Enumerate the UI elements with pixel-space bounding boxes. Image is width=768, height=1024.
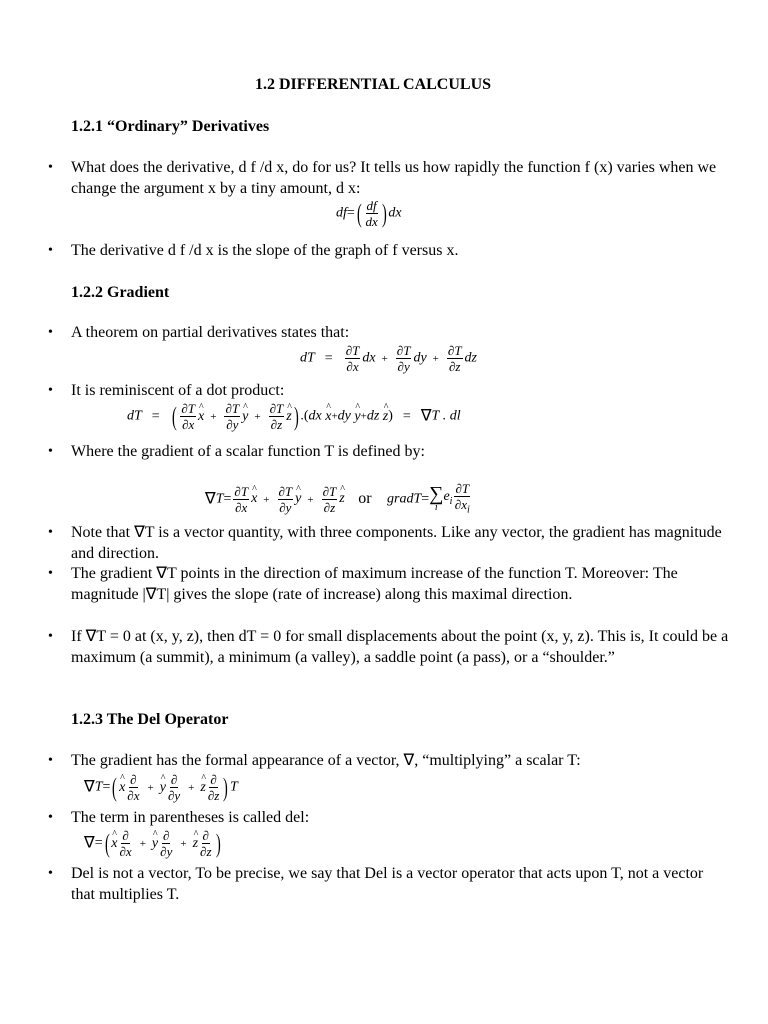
bullet-marker: • — [48, 810, 53, 825]
paragraph-gradient-definition: Where the gradient of a scalar function T is defined by: — [71, 443, 425, 460]
bullet-marker: • — [48, 525, 53, 540]
equation-gradient-definition: ∇T= $\frac{\partial T}{\partial x}$ x ^ + $\frac{\partial T}{\partial y}$ y ^ + $\frac{\partial T}{\partial z}$ z ^ or gradT= ∑ i $e_i$ $\frac{\partial T}{\partial x_i}$ — [205, 481, 472, 518]
section-heading-ordinary-derivatives: 1.2.1 “Ordinary” Derivatives — [71, 118, 270, 135]
equation-dT-partials: dT = $\frac{\partial T}{\partial x}$ dx + $\frac{\partial T}{\partial y}$ dy + $\frac{\partial T}{\partial z}$ dz — [300, 343, 477, 374]
paragraph-stationary-point: If ∇T = 0 at (x, y, z), then dT = 0 for small displacements about the point (x, y, z). This is, It could be a maximum (a summit), a minimum (a valley), a saddle point (a pass), or a “shoulder.” — [71, 628, 729, 666]
bullet-marker: • — [48, 383, 53, 398]
equation-dot-product: dT = ( $\frac{\partial T}{\partial x}$ x ^ + $\frac{\partial T}{\partial y}$ y ^ + $\frac{\partial T}{\partial z}$ z ^) .(dx x ^+dy y ^+dz z ^) = ∇T . dl — [127, 401, 461, 432]
equation-df: df=( $\frac{df}{dx}$ ) dx — [336, 198, 402, 229]
paragraph-dot-product: It is reminiscent of a dot product: — [71, 382, 285, 399]
paragraph-called-del: The term in parentheses is called del: — [71, 809, 310, 826]
bullet-marker: • — [48, 160, 53, 175]
paragraph-partial-derivatives: A theorem on partial derivatives states that: — [71, 324, 350, 341]
equation-del-T: ∇T=( x ^ $\frac{\partial}{\partial x}$ + y ^ $\frac{\partial}{\partial y}$ + z ^ $\frac{\partial}{\partial z}$ ) T — [84, 772, 238, 803]
bullet-marker: • — [48, 325, 53, 340]
paragraph-vector-quantity: Note that ∇T is a vector quantity, with three components. Like any vector, the gradient has magnitude and direction. — [71, 524, 722, 562]
bullet-marker: • — [48, 866, 53, 881]
bullet-marker: • — [48, 753, 53, 768]
paragraph-formal-vector: The gradient has the formal appearance of a vector, ∇, “multiplying” a scalar T: — [71, 752, 581, 769]
bullet-marker: • — [48, 566, 53, 581]
paragraph-derivative-meaning: What does the derivative, d f /d x, do for us? It tells us how rapidly the function f (x) varies when we change the argument x by a tiny amount, d x: — [71, 159, 717, 197]
equation-del: ∇=( x ^ $\frac{\partial}{\partial x}$ + y ^ $\frac{\partial}{\partial y}$ + z ^ $\frac{\partial}{\partial z}$ ) — [84, 828, 222, 859]
section-heading-gradient: 1.2.2 Gradient — [71, 284, 170, 301]
paragraph-derivative-slope: The derivative d f /d x is the slope of the graph of f versus x. — [71, 242, 459, 259]
bullet-marker: • — [48, 243, 53, 258]
grad-label: gradT — [387, 491, 422, 507]
paragraph-del-not-vector: Del is not a vector, To be precise, we say that Del is a vector operator that acts upon T, not a vector that multiplies T. — [71, 865, 704, 903]
bullet-marker: • — [48, 444, 53, 459]
section-heading-del-operator: 1.2.3 The Del Operator — [71, 711, 229, 728]
bullet-marker: • — [48, 629, 53, 644]
or-label: or — [358, 490, 372, 508]
page-title: 1.2 DIFFERENTIAL CALCULUS — [255, 76, 492, 93]
paragraph-gradient-direction: The gradient ∇T points in the direction of maximum increase of the function T. Moreover: The magnitude |∇T| gives the slope (rate of increase) along this maximal direction. — [71, 565, 678, 603]
